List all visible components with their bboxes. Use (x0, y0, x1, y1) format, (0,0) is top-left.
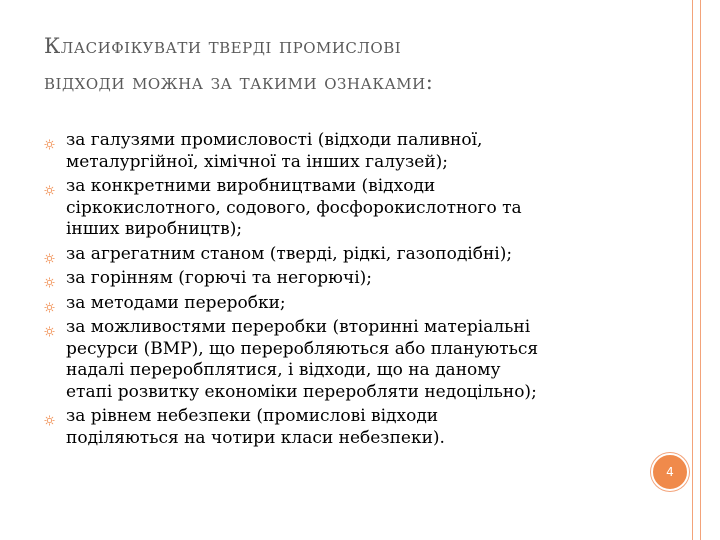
bullet-text-line: надалі переробплятися, і відходи, що на даному (66, 360, 501, 380)
bullet-text-line: за агрегатним станом (тверді, рідкі, газоподібні); (66, 243, 513, 264)
bullet-text-line: за горінням (горючі та негорючі); (66, 268, 373, 288)
sun-icon (44, 273, 55, 284)
bullet-text-line: за методами переробки; (66, 292, 286, 313)
bullet-text-line: інших виробництв); (66, 219, 243, 239)
bullet-text-line: сіркокислотного, содового, фосфорокислотного та (66, 197, 522, 218)
bullet-item (44, 244, 624, 266)
sun-icon (44, 322, 55, 333)
slide-title-line-1: Класифікувати тверді промислові (44, 34, 402, 58)
bullet-text-line: за можливостями переробки (вторинні матеріальні (66, 317, 531, 337)
slide-title-line-2: відходи можна за такими ознаками: (44, 70, 434, 94)
bullet-item (44, 176, 624, 241)
bullet-text-line: за галузями промисловості (відходи паливної, (66, 130, 483, 150)
bullet-item (44, 130, 624, 173)
bullet-text-line: етапі розвитку економіки переробляти недоцільно); (66, 381, 537, 402)
decorative-rail-right (700, 0, 701, 540)
sun-icon (44, 411, 55, 422)
sun-icon (44, 298, 55, 309)
decorative-rail-left (692, 0, 693, 540)
bullet-text-line: ресурси (ВМР), що переробляються або плануються (66, 338, 539, 359)
bullet-text-line: поділяються на чотири класи небезпеки). (66, 427, 445, 448)
bullet-text-line: металургійної, хімічної та інших галузей); (66, 151, 449, 172)
page-number-badge: 4 (651, 453, 689, 491)
bullet-text-line: за рівнем небезпеки (промислові відходи (66, 406, 439, 426)
sun-icon (44, 249, 55, 260)
bullet-text-line: за конкретними виробництвами (відходи (66, 176, 436, 196)
bullet-item (44, 317, 624, 403)
bullet-item (44, 293, 624, 315)
sun-icon (44, 135, 55, 146)
slide-title (44, 28, 644, 100)
bullet-item (44, 268, 624, 290)
bullet-list (44, 130, 624, 452)
bullet-item (44, 406, 624, 449)
sun-icon (44, 181, 55, 192)
